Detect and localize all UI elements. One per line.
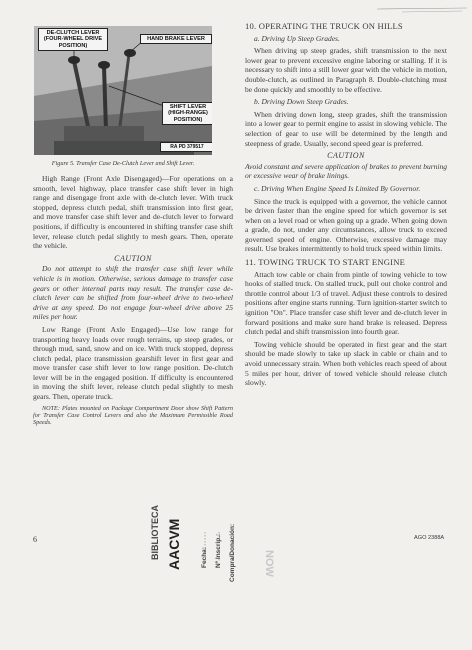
- section-11-heading: 11. TOWING TRUCK TO START ENGINE: [245, 257, 406, 268]
- declutch-lever-callout: DE-CLUTCH LEVER (FOUR-WHEEL DRIVE POSITION): [38, 28, 108, 51]
- hand-brake-lever-callout: HAND BRAKE LEVER: [140, 34, 212, 44]
- subsection-c-heading: c. Driving When Engine Speed Is Limited By Governor.: [254, 183, 421, 193]
- stamp-code: AACVM: [166, 518, 182, 570]
- subsection-c-text: Since the truck is equipped with a governor, the vehicle cannot be driven faster than the engine speed for which governor is set when on a level road or when going up a grade. When going down a grade, do not, under any circumstances, allow truck to exceed governed speed of engine. Otherwise, excessive damage may result. Use brakes intermittently to hold truck speed within limits.: [245, 196, 447, 254]
- left-caution-heading: CAUTION: [114, 253, 152, 263]
- bleed-through-mark: [258, 545, 288, 605]
- left-column: [33, 174, 233, 430]
- section-11-paragraph-1: Attach tow cable or chain from pintle of towing vehicle to tow hooks of stalled truck. On stalled truck, pull out choke control and throttle control about 1/3 of travel. Adjust these controls to desired positions after engine starts running. Turn ignition-starter switch to ignition "On". Place transfer case shift lever and de-clutch lever in forward positions and make sure hand brake is released. Depress clutch pedal and shift transmission into fourth gear.: [245, 269, 447, 337]
- ra-pd-number: RA PD 379517: [160, 142, 212, 152]
- section-11-paragraph-2: Towing vehicle should be operated in first gear and the start should be made slowly to take up slack in cable or chain and to avoid unnecessary strain. When both vehicles reach speed of about 5 miles per hour, driver of towed vehicle should release clutch slowly.: [245, 339, 447, 388]
- shift-lever-callout: SHIFT LEVER (HIGH-RANGE) POSITION): [162, 102, 212, 125]
- subsection-b-text: When driving down long, steep grades, shift the transmission into a lower gear to permit engine to assist in slowing vehicle. The selection of gear to use will be determined by the length and steepness of grade. Usually, second speed gear is preferred.: [245, 109, 447, 148]
- stamp-fecha: Fecha:: [201, 547, 208, 568]
- page-number: 6: [33, 535, 37, 544]
- stamp-compra: Compra/Donación:: [229, 523, 236, 582]
- figure-caption: Figure 5. Transfer Case De-Clutch Lever and Shift Lever.: [51, 160, 195, 167]
- low-range-paragraph: Low Range (Front Axle Engaged)—Use low range for transporting heavy loads over rough terrains, up steep grades, or through mud, sand, snow and on ice. With truck stopped, depress clutch pedal, place transmission gearshift lever in first gear and move transfer case shift lever to low range position. De-clutch lever will be in the engaged position. If difficulty is encountered in moving the shift lever, release clutch pedal slightly to mesh gears. Then, operate truck.: [33, 324, 233, 402]
- right-column: [245, 22, 447, 391]
- document-number: AGO 2388A: [414, 535, 445, 541]
- subsection-b-heading: b. Driving Down Steep Grades.: [254, 97, 349, 107]
- left-caution-text: Do not attempt to shift the transfer case shift lever while vehicle is in motion. Otherwise, serious damage to transfer case gears or other internal parts may result. The transfer case de-clutch lever can be shifted from four-wheel drive to two-wheel drive at any speed. Do not engage four-wheel drive above 25 miles per hour.: [33, 264, 233, 322]
- svg-text:NOW: NOW: [263, 550, 275, 577]
- transfer-case-figure: [34, 26, 212, 155]
- right-caution-heading: CAUTION: [327, 151, 365, 161]
- section-10-heading: 10. OPERATING THE TRUCK ON HILLS: [245, 21, 403, 31]
- right-caution-text: Avoid constant and severe application of brakes to prevent burning or excessive wear of brake linings.: [245, 161, 447, 181]
- stamp-lines: [196, 530, 236, 590]
- top-scan-marks: [372, 2, 472, 12]
- shift-pattern-note: NOTE: Plates mounted on Package Compartment Door show Shift Pattern for Transfer Case Control Levers and also the Maximum Permissible Road Speeds.: [33, 404, 233, 427]
- high-range-paragraph: High Range (Front Axle Disengaged)—For operations on a smooth, level highway, place transfer case shift lever in high range and disengage front axle with de-clutch lever. With truck stopped, depress clutch pedal, shift transmission into first gear, and move transfer case shift lever and de-clutch lever to forward positions, if difficulty is encountered in shifting transfer case shift lever, release clutch pedal slightly to mesh gears. Then, operate the vehicle.: [33, 174, 233, 251]
- subsection-a-heading: a. Driving Up Steep Grades.: [254, 33, 340, 43]
- stamp-library: BIBLIOTECA: [150, 505, 160, 560]
- subsection-a-text: When driving up steep grades, shift transmission to the next lower gear to prevent excessive engine laboring or stalling. If it is necessary to shift into a still lower gear with the vehicle in motion, double-clutch, as outlined in Paragraph 8. Double-clutching must be done quickly and smoothly to be effective.: [245, 46, 447, 94]
- stamp-inscripcion: Nº Inscrip.:: [215, 533, 222, 568]
